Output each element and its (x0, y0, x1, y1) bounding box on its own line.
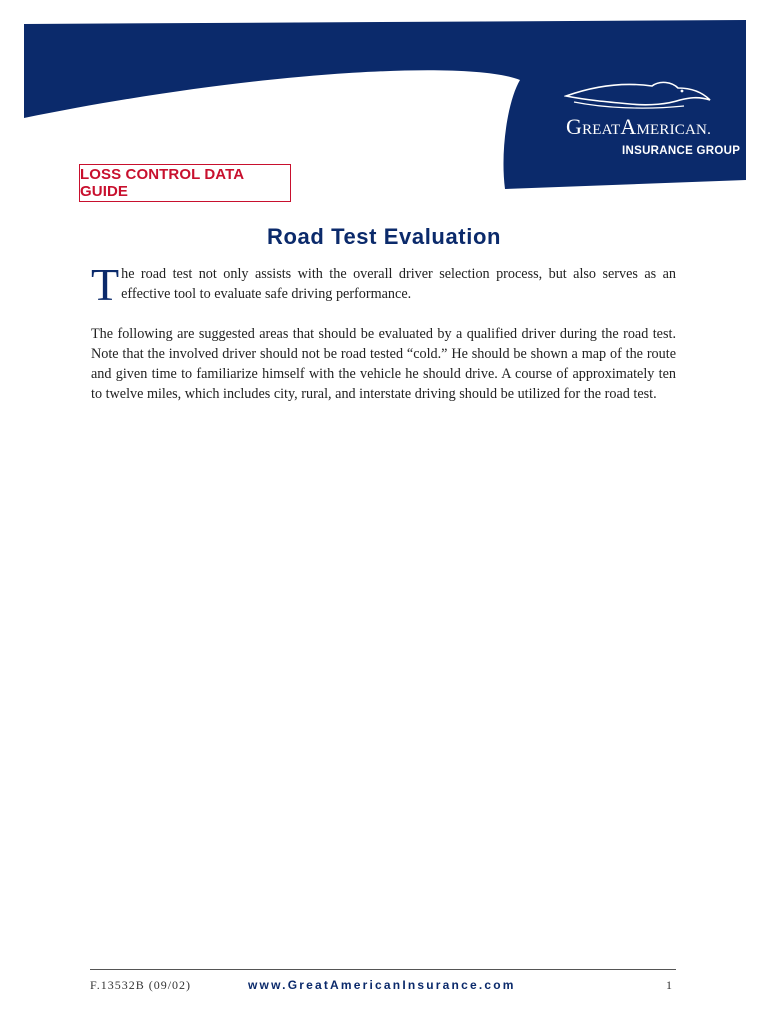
website-url[interactable]: www.GreatAmericanInsurance.com (248, 978, 516, 992)
page-title: Road Test Evaluation (266, 224, 502, 249)
logo-period: . (707, 122, 712, 138)
body-paragraph: The following are suggested areas that should be evaluated by a qualified driver during the road test. Note that the involved driver should not be road tested “cold.” He should be shown a map of the route and given time to familiarize himself with the vehicle he should drive. A course of approximately ten to twelve miles, which includes city, rural, and interstate driving should be utilized for the road test. (91, 326, 676, 402)
guide-label-box (79, 164, 291, 202)
logo-american-rest: MERICAN (636, 122, 708, 138)
page-number: 1 (666, 978, 672, 992)
logo-american-initial: A (620, 114, 637, 139)
intro-text: he road test not only assists with the overall driver selection process, but also serves as an effective tool to evaluate safe driving performance. (121, 266, 676, 302)
guide-label: LOSS CONTROL DATA GUIDE (80, 166, 244, 200)
form-number: F.13532B (09/02) (90, 978, 192, 992)
logo-wordmark (566, 114, 711, 140)
eagle-icon (564, 80, 714, 112)
drop-cap: T (91, 259, 120, 310)
footer-divider (90, 969, 676, 970)
intro-paragraph (91, 259, 676, 310)
logo-subtitle: INSURANCE GROUP (622, 145, 741, 157)
logo-great-rest: REAT (582, 122, 621, 138)
company-logo (540, 80, 740, 170)
logo-great-initial: G (566, 114, 583, 139)
